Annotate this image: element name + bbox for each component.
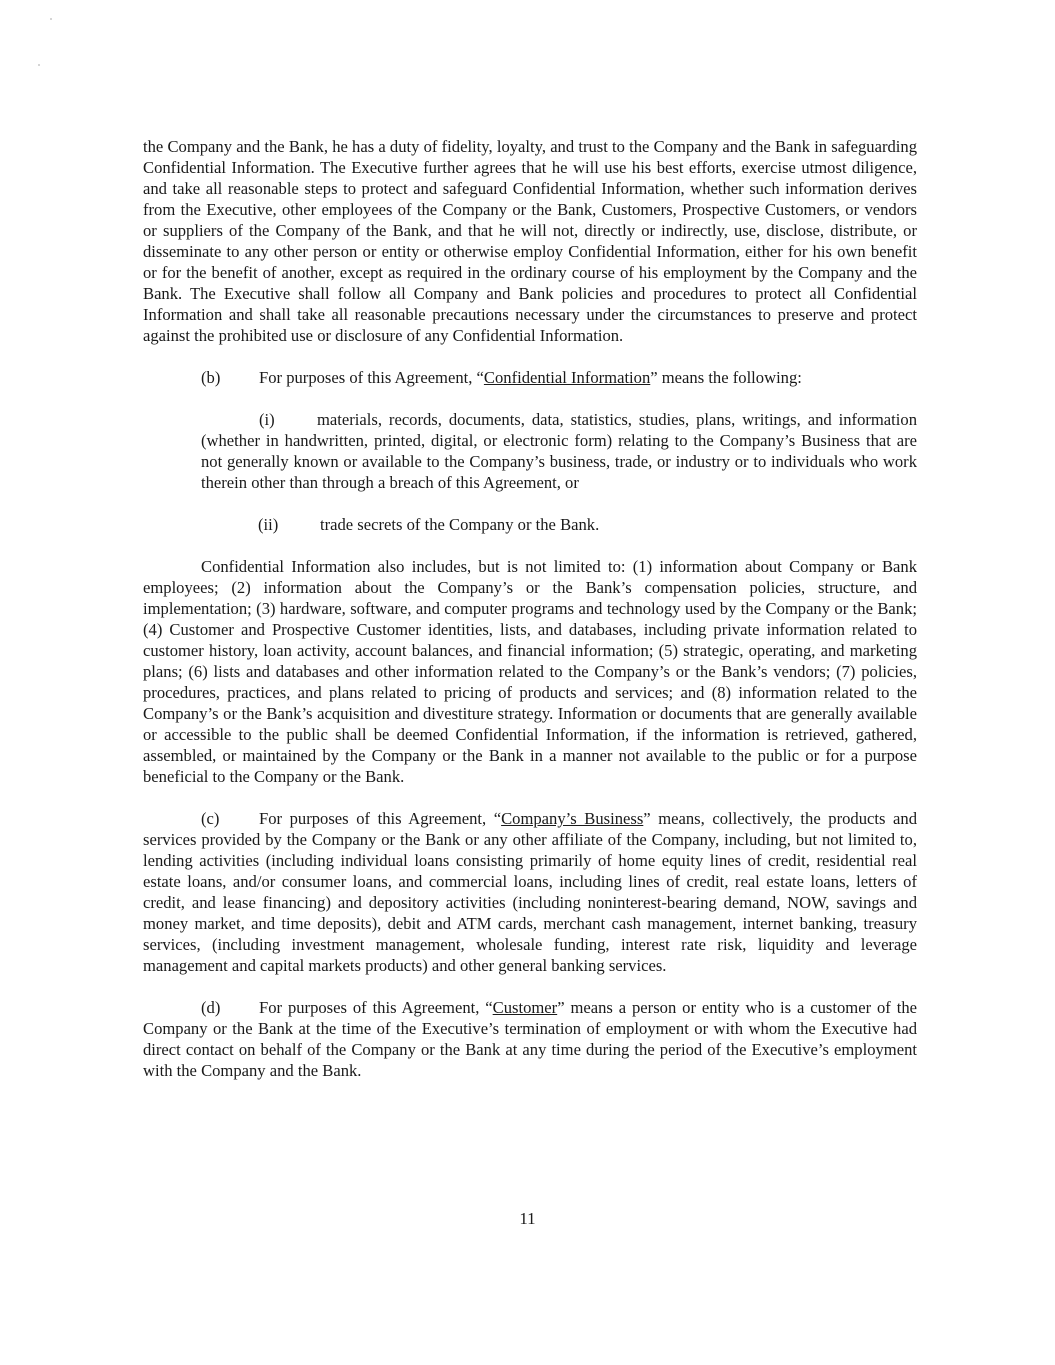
section-b-text-after: ” means the following: bbox=[650, 368, 802, 387]
item-i-text: materials, records, documents, data, statistics, studies, plans, writings, and information (whether in handwritten, printed, digital, or electronic form) relating to the Company’s Business that are not generally known or available to the Company’s business, trade, or industry or to individuals who work therein other than through a breach of this Agreement, or bbox=[201, 410, 917, 492]
document-page bbox=[143, 136, 917, 1081]
page-number: 11 bbox=[519, 1209, 536, 1228]
section-d-text-after: ” means a person or entity who is a customer of the Company or the Bank at the time of the Executive’s termination of employment or with whom the Executive had direct contact on behalf of the Company or the Bank at any time during the period of the Executive’s employment with the Company and the Bank. bbox=[143, 998, 917, 1080]
section-c-label: (c) bbox=[201, 809, 220, 828]
defined-term-confidential-information: Confidential Information bbox=[483, 368, 651, 387]
defined-term-customer: Customer bbox=[492, 998, 558, 1017]
scan-speck bbox=[50, 18, 52, 20]
section-b-paragraph bbox=[143, 367, 917, 388]
item-i-paragraph bbox=[143, 409, 917, 493]
intro-paragraph: the Company and the Bank, he has a duty of fidelity, loyalty, and trust to the Company and the Bank in safeguarding Confidential Information. The Executive further agrees that he will use his best efforts, exercise utmost diligence, and take all reasonable steps to protect and safeguard Confidential Information, whether such information derives from the Executive, other employees of the Company or the Bank, Customers, Prospective Customers, or vendors or suppliers of the Company of the Bank, and that he will not, directly or indirectly, use, disclose, distribute, or disseminate to any other person or entity or otherwise employ Confidential Information, either for his own benefit or for the benefit of another, except as required in the ordinary course of his employment by the Company and the Bank. The Executive shall follow all Company and Bank policies and procedures to protect all Confidential Information and shall take all reasonable precautions necessary under the circumstances to preserve and protect against the prohibited use or disclosure of any Confidential Information. bbox=[143, 137, 917, 345]
confidential-info-includes-paragraph: Confidential Information also includes, but is not limited to: (1) information about Company or Bank employees; (2) information about the Company’s or the Bank’s compensation policies, structure, and implementation; (3) hardware, software, and computer programs and technology used by the Company or the Bank; (4) Customer and Prospective Customer identities, lists, and databases, including private information related to customer history, loan activity, account balances, and financial information; (5) strategic, operating, and marketing plans; (6) lists and databases and other information related to the Company’s or the Bank’s vendors; (7) policies, procedures, practices, and plans related to pricing of products and services; and (8) information related to the Company’s or the Bank’s acquisition and divestiture strategy. Information or documents that are generally available or accessible to the public shall be deemed Confidential Information, if the information is retrieved, gathered, assembled, or maintained by the Company or the Bank in a manner not available to the public or for a purpose beneficial to the Company or the Bank. bbox=[143, 557, 917, 786]
scan-speck bbox=[38, 64, 40, 66]
item-ii-text: trade secrets of the Company or the Bank. bbox=[320, 515, 600, 534]
item-ii-paragraph bbox=[143, 514, 917, 535]
section-d-text-before: For purposes of this Agreement, “ bbox=[259, 998, 493, 1017]
section-b-label: (b) bbox=[201, 368, 221, 387]
defined-term-company-business: Company’s Business bbox=[501, 809, 644, 828]
section-b-text-before: For purposes of this Agreement, “ bbox=[259, 368, 484, 387]
item-i-label: (i) bbox=[259, 410, 275, 429]
item-ii-label: (ii) bbox=[258, 515, 279, 534]
section-d-label: (d) bbox=[201, 998, 221, 1017]
section-c-text-before: For purposes of this Agreement, “ bbox=[259, 809, 502, 828]
section-c-paragraph bbox=[143, 808, 917, 976]
section-c-text-after: ” means, collectively, the products and services provided by the Company or the Bank or any other affiliate of the Company, including, but not limited to, lending activities (including individual loans consisting primarily of home equity lines of credit, residential real estate loans, and/or consumer loans, and commercial loans, including lines of credit, real estate loans, letters of credit, and lease financing) and depository activities (including noninterest-bearing demand, NOW, savings and money market, and time deposits), debit and ATM cards, merchant cash management, internet banking, treasury services, (including investment management, wholesale funding, interest rate risk, liquidity and leverage management and capital markets products) and other general banking services. bbox=[143, 809, 917, 975]
section-d-paragraph bbox=[143, 997, 917, 1081]
